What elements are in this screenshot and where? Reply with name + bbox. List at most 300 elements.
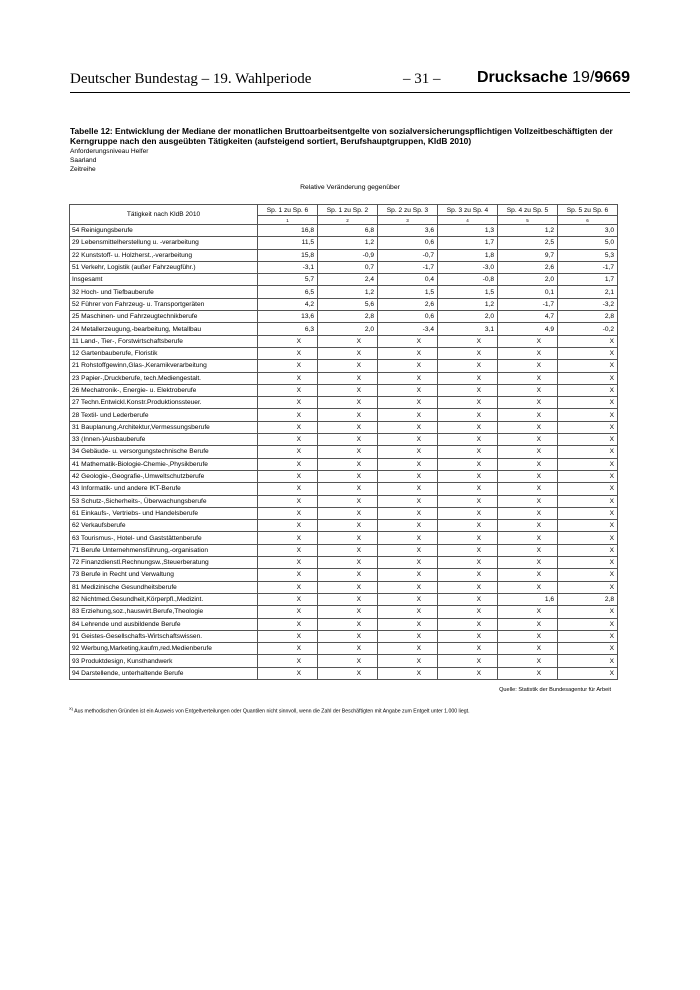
- page-header: [70, 70, 630, 93]
- row-label: 72 Finanzdienstl.Rechnungsw.,Steuerberatung: [70, 557, 258, 569]
- table-cell: X: [438, 347, 498, 359]
- table-row: [70, 397, 618, 409]
- table-cell: -3,4: [378, 323, 438, 335]
- table-cell: 5,6: [318, 298, 378, 310]
- table-row: [70, 569, 618, 581]
- table-cell: 1,6: [498, 593, 558, 605]
- table-cell: X: [378, 458, 438, 470]
- row-label: 29 Lebensmittelherstellung u. -verarbeitung: [70, 237, 258, 249]
- footnote-text: Aus methodischen Gründen ist ein Ausweis von Entgeltverteilungen oder Quantilen nicht sinnvoll, wenn die Zahl der Beschäftigten mit Angabe zum Entgelt unter 1.000 liegt.: [73, 708, 470, 715]
- table-cell: X: [258, 544, 318, 556]
- meta-level: Anforderungsniveau Helfer: [70, 148, 149, 155]
- row-label: 82 Nichtmed.Gesundheit,Körperpfl.,Medizint.: [70, 593, 258, 605]
- table-cell: -1,7: [378, 261, 438, 273]
- table-row: [70, 360, 618, 372]
- row-label: 43 Informatik- und andere IKT-Berufe: [70, 483, 258, 495]
- row-label: 33 (Innen-)Ausbauberufe: [70, 434, 258, 446]
- table-cell: X: [258, 520, 318, 532]
- table-cell: X: [318, 446, 378, 458]
- meta-series: Zeitreihe: [70, 166, 96, 173]
- table-cell: X: [318, 347, 378, 359]
- table-cell: X: [438, 532, 498, 544]
- table-cell: X: [378, 618, 438, 630]
- table-cell: X: [318, 532, 378, 544]
- table-cell: X: [438, 630, 498, 642]
- row-label: 83 Erziehung,soz.,hauswirt.Berufe,Theologie: [70, 606, 258, 618]
- table-cell: 1,3: [438, 225, 498, 237]
- column-header: Sp. 5 zu Sp. 6: [558, 205, 618, 216]
- table-cell: X: [558, 347, 618, 359]
- table-cell: X: [438, 483, 498, 495]
- table-row: [70, 606, 618, 618]
- row-label: 61 Einkaufs-, Vertriebs- und Handelsberufe: [70, 507, 258, 519]
- table-cell: X: [318, 434, 378, 446]
- table-cell: 11,5: [258, 237, 318, 249]
- table-row: [70, 384, 618, 396]
- row-label: 73 Berufe in Recht und Verwaltung: [70, 569, 258, 581]
- table-cell: 3,0: [558, 225, 618, 237]
- table-cell: X: [378, 630, 438, 642]
- table-cell: 0,7: [318, 261, 378, 273]
- table-cell: X: [258, 347, 318, 359]
- column-number: 6: [558, 216, 618, 225]
- row-label: 93 Produktdesign, Kunsthandwerk: [70, 655, 258, 667]
- table-cell: 1,2: [498, 225, 558, 237]
- table-cell: X: [318, 335, 378, 347]
- table-row: [70, 618, 618, 630]
- table-cell: X: [438, 507, 498, 519]
- table-cell: X: [438, 655, 498, 667]
- table-row: [70, 298, 618, 310]
- table-cell: X: [498, 384, 558, 396]
- table-row: [70, 286, 618, 298]
- table-cell: X: [498, 520, 558, 532]
- table-row: [70, 520, 618, 532]
- table-cell: X: [258, 630, 318, 642]
- table-cell: 6,3: [258, 323, 318, 335]
- table-cell: X: [438, 397, 498, 409]
- table-cell: X: [438, 335, 498, 347]
- table-cell: X: [558, 384, 618, 396]
- table-cell: X: [378, 372, 438, 384]
- column-header: Sp. 2 zu Sp. 3: [378, 205, 438, 216]
- row-label: 26 Mechatronik-, Energie- u. Elektroberufe: [70, 384, 258, 396]
- row-label: 23 Papier-,Druckberufe, tech.Mediengestalt.: [70, 372, 258, 384]
- table-cell: X: [318, 421, 378, 433]
- column-header: Sp. 1 zu Sp. 2: [318, 205, 378, 216]
- table-cell: X: [378, 593, 438, 605]
- table-row: [70, 237, 618, 249]
- table-cell: X: [258, 581, 318, 593]
- column-header: Sp. 3 zu Sp. 4: [438, 205, 498, 216]
- table-cell: X: [378, 520, 438, 532]
- header-doc-num-a: 19/: [572, 69, 595, 86]
- table-cell: X: [438, 569, 498, 581]
- table-cell: X: [558, 446, 618, 458]
- table-cell: X: [378, 397, 438, 409]
- table-row: [70, 544, 618, 556]
- table-cell: -3,1: [258, 261, 318, 273]
- row-label: 63 Tourismus-, Hotel- und Gaststättenberufe: [70, 532, 258, 544]
- table-cell: 3,1: [438, 323, 498, 335]
- table-cell: X: [258, 593, 318, 605]
- table-cell: X: [438, 593, 498, 605]
- table-cell: 5,3: [558, 249, 618, 261]
- table-cell: X: [438, 446, 498, 458]
- table-cell: X: [258, 434, 318, 446]
- table-cell: X: [498, 532, 558, 544]
- table-cell: X: [498, 458, 558, 470]
- table-body: [70, 225, 618, 680]
- table-cell: X: [498, 397, 558, 409]
- table-cell: X: [438, 434, 498, 446]
- table-cell: X: [258, 655, 318, 667]
- table-cell: 2,0: [318, 323, 378, 335]
- table-row: [70, 446, 618, 458]
- table-cell: X: [558, 581, 618, 593]
- table-cell: X: [438, 643, 498, 655]
- table-cell: X: [438, 618, 498, 630]
- table-cell: X: [498, 606, 558, 618]
- table-row: [70, 495, 618, 507]
- table-cell: X: [258, 470, 318, 482]
- table-cell: 4,9: [498, 323, 558, 335]
- table-cell: X: [258, 384, 318, 396]
- table-cell: X: [318, 606, 378, 618]
- header-publication: Deutscher Bundestag – 19. Wahlperiode: [70, 71, 312, 87]
- table-row: [70, 434, 618, 446]
- table-cell: X: [378, 544, 438, 556]
- table-cell: X: [258, 421, 318, 433]
- table-cell: X: [378, 495, 438, 507]
- table-cell: X: [558, 655, 618, 667]
- table-cell: 2,1: [558, 286, 618, 298]
- table-cell: X: [378, 667, 438, 679]
- row-label: 94 Darstellende, unterhaltende Berufe: [70, 667, 258, 679]
- table-cell: -1,7: [558, 261, 618, 273]
- row-label: 41 Mathematik-Biologie-Chemie-,Physikberufe: [70, 458, 258, 470]
- table-cell: X: [558, 409, 618, 421]
- table-cell: X: [318, 593, 378, 605]
- row-label: 22 Kunststoff- u. Holzherst.,-verarbeitung: [70, 249, 258, 261]
- table-cell: X: [258, 360, 318, 372]
- footnote-marker: X): [69, 706, 73, 711]
- column-header-activity: Tätigkeit nach KldB 2010: [70, 205, 258, 225]
- table-cell: X: [558, 643, 618, 655]
- table-cell: 2,8: [558, 593, 618, 605]
- table-cell: X: [258, 397, 318, 409]
- table-row: [70, 643, 618, 655]
- table-cell: X: [378, 655, 438, 667]
- row-label: 34 Gebäude- u. versorgungstechnische Berufe: [70, 446, 258, 458]
- table-cell: X: [498, 557, 558, 569]
- table-row: [70, 458, 618, 470]
- table-cell: X: [438, 384, 498, 396]
- table-row: [70, 470, 618, 482]
- table-cell: X: [498, 630, 558, 642]
- table-cell: X: [558, 483, 618, 495]
- column-header: Sp. 1 zu Sp. 6: [258, 205, 318, 216]
- column-number: 4: [438, 216, 498, 225]
- table-cell: X: [318, 581, 378, 593]
- table-cell: 2,8: [318, 311, 378, 323]
- table-cell: 5,7: [258, 274, 318, 286]
- column-header: Sp. 4 zu Sp. 5: [498, 205, 558, 216]
- table-cell: X: [258, 483, 318, 495]
- table-row: [70, 347, 618, 359]
- table-cell: X: [558, 360, 618, 372]
- table-cell: 1,7: [438, 237, 498, 249]
- table-cell: 2,4: [318, 274, 378, 286]
- table-cell: 0,6: [378, 237, 438, 249]
- table-cell: X: [438, 458, 498, 470]
- row-label: 51 Verkehr, Logistik (außer Fahrzeugführ.): [70, 261, 258, 273]
- table-cell: -0,9: [318, 249, 378, 261]
- table-cell: X: [438, 581, 498, 593]
- table-cell: X: [318, 569, 378, 581]
- table-cell: X: [498, 667, 558, 679]
- table-cell: X: [438, 495, 498, 507]
- row-label: 71 Berufe Unternehmensführung,-organisation: [70, 544, 258, 556]
- row-label: 32 Hoch- und Tiefbauberufe: [70, 286, 258, 298]
- row-label: 52 Führer von Fahrzeug- u. Transportgeräten: [70, 298, 258, 310]
- table-cell: X: [378, 483, 438, 495]
- table-cell: X: [558, 397, 618, 409]
- table-cell: X: [558, 544, 618, 556]
- table-cell: X: [378, 360, 438, 372]
- table-row: [70, 655, 618, 667]
- table-cell: X: [558, 335, 618, 347]
- table-cell: X: [558, 507, 618, 519]
- row-label: 11 Land-, Tier-, Forstwirtschaftsberufe: [70, 335, 258, 347]
- table-cell: 5,0: [558, 237, 618, 249]
- table-row: [70, 409, 618, 421]
- table-cell: X: [378, 470, 438, 482]
- table-cell: X: [258, 606, 318, 618]
- table-cell: 1,5: [378, 286, 438, 298]
- table-cell: X: [378, 384, 438, 396]
- table-cell: X: [498, 446, 558, 458]
- row-label: Insgesamt: [70, 274, 258, 286]
- row-label: 12 Gartenbauberufe, Floristik: [70, 347, 258, 359]
- table-cell: X: [498, 470, 558, 482]
- table-cell: X: [498, 360, 558, 372]
- table-row: [70, 323, 618, 335]
- row-label: 81 Medizinische Gesundheitsberufe: [70, 581, 258, 593]
- table-cell: X: [258, 667, 318, 679]
- table-cell: X: [258, 409, 318, 421]
- table-cell: X: [498, 372, 558, 384]
- table-cell: X: [558, 569, 618, 581]
- table-cell: 15,8: [258, 249, 318, 261]
- table-cell: X: [318, 667, 378, 679]
- table-cell: X: [318, 557, 378, 569]
- table-cell: 3,6: [378, 225, 438, 237]
- table-cell: X: [258, 532, 318, 544]
- table-cell: X: [378, 434, 438, 446]
- row-label: 24 Metallerzeugung,-bearbeitung, Metallbau: [70, 323, 258, 335]
- table-cell: X: [318, 544, 378, 556]
- table-cell: -1,7: [498, 298, 558, 310]
- table-cell: X: [498, 507, 558, 519]
- table-cell: X: [258, 458, 318, 470]
- table-cell: X: [258, 372, 318, 384]
- table-cell: X: [378, 446, 438, 458]
- table-cell: X: [438, 421, 498, 433]
- table-cell: X: [318, 397, 378, 409]
- table-cell: 1,2: [318, 286, 378, 298]
- table-row: [70, 667, 618, 679]
- table-cell: -0,2: [558, 323, 618, 335]
- table-cell: X: [318, 458, 378, 470]
- table-cell: X: [558, 630, 618, 642]
- table-cell: X: [318, 483, 378, 495]
- table-cell: X: [258, 557, 318, 569]
- table-cell: 2,6: [378, 298, 438, 310]
- table-cell: 13,6: [258, 311, 318, 323]
- table-cell: X: [558, 667, 618, 679]
- row-label: 54 Reinigungsberufe: [70, 225, 258, 237]
- table-cell: 6,5: [258, 286, 318, 298]
- table-cell: X: [378, 606, 438, 618]
- header-document-number: [477, 69, 630, 87]
- table-cell: 0,1: [498, 286, 558, 298]
- table-cell: X: [378, 335, 438, 347]
- table-cell: 4,2: [258, 298, 318, 310]
- table-cell: 2,0: [438, 311, 498, 323]
- table-row: [70, 593, 618, 605]
- table-cell: X: [498, 347, 558, 359]
- row-label: 25 Maschinen- und Fahrzeugtechnikberufe: [70, 311, 258, 323]
- table-row: [70, 557, 618, 569]
- table-cell: X: [498, 434, 558, 446]
- table-cell: X: [318, 643, 378, 655]
- header-doc-num-b: 9669: [594, 69, 630, 86]
- table-cell: X: [438, 606, 498, 618]
- table-cell: X: [318, 507, 378, 519]
- table-row: [70, 335, 618, 347]
- table-cell: X: [438, 470, 498, 482]
- table-cell: X: [258, 507, 318, 519]
- table-cell: X: [558, 606, 618, 618]
- table-cell: X: [378, 532, 438, 544]
- table-cell: X: [258, 643, 318, 655]
- table-cell: X: [498, 421, 558, 433]
- row-label: 91 Geistes-Gesellschafts-Wirtschaftswissen.: [70, 630, 258, 642]
- row-label: 21 Rohstoffgewinn,Glas-,Keramikverarbeitung: [70, 360, 258, 372]
- table-cell: X: [438, 667, 498, 679]
- table-cell: X: [498, 495, 558, 507]
- table-title: Tabelle 12: Entwicklung der Mediane der monatlichen Bruttoarbeitsentgelte von sozialversicherungspflichtigen Vollzeitbeschäftigten der Kerngruppe nach den ausgeübten Tätigkeiten (aufsteigend sortiert, Berufshauptgruppen, KldB 2010): [70, 126, 613, 146]
- table-cell: -0,7: [378, 249, 438, 261]
- table-subheading: Relative Veränderung gegenüber: [300, 184, 400, 191]
- table-row: [70, 630, 618, 642]
- table-row: [70, 311, 618, 323]
- column-number: 1: [258, 216, 318, 225]
- table-cell: X: [498, 618, 558, 630]
- table-cell: X: [438, 557, 498, 569]
- table-cell: X: [318, 655, 378, 667]
- table-cell: X: [318, 618, 378, 630]
- table-cell: X: [438, 372, 498, 384]
- table-cell: X: [378, 643, 438, 655]
- row-label: 27 Techn.Entwickl.Konstr.Produktionssteuer.: [70, 397, 258, 409]
- table-row: [70, 532, 618, 544]
- table-cell: 1,8: [438, 249, 498, 261]
- table-cell: 0,4: [378, 274, 438, 286]
- table-cell: X: [318, 372, 378, 384]
- table-cell: X: [558, 618, 618, 630]
- table-cell: X: [378, 409, 438, 421]
- table-cell: 1,5: [438, 286, 498, 298]
- column-number: 2: [318, 216, 378, 225]
- row-label: 84 Lehrende und ausbildende Berufe: [70, 618, 258, 630]
- table-cell: X: [438, 409, 498, 421]
- table-cell: X: [498, 655, 558, 667]
- table-cell: X: [378, 347, 438, 359]
- row-label: 28 Textil- und Lederberufe: [70, 409, 258, 421]
- table-cell: X: [318, 470, 378, 482]
- table-cell: -3,2: [558, 298, 618, 310]
- table-cell: X: [498, 483, 558, 495]
- table-row: [70, 581, 618, 593]
- table-row: [70, 372, 618, 384]
- table-cell: 2,6: [498, 261, 558, 273]
- table-cell: 2,8: [558, 311, 618, 323]
- table-cell: X: [558, 495, 618, 507]
- table-cell: X: [318, 520, 378, 532]
- table-row: [70, 421, 618, 433]
- table-row: [70, 261, 618, 273]
- table-cell: X: [558, 421, 618, 433]
- table-cell: X: [558, 372, 618, 384]
- table-cell: X: [558, 532, 618, 544]
- table-row: [70, 507, 618, 519]
- table-row: [70, 274, 618, 286]
- row-label: 62 Verkaufsberufe: [70, 520, 258, 532]
- table-cell: X: [498, 409, 558, 421]
- row-label: 31 Bauplanung,Architektur,Vermessungsberufe: [70, 421, 258, 433]
- header-page-number: – 31 –: [403, 71, 441, 87]
- table-cell: 2,5: [498, 237, 558, 249]
- row-label: 42 Geologie-,Geografie-,Umweltschutzberufe: [70, 470, 258, 482]
- table-cell: 0,6: [378, 311, 438, 323]
- table-meta: [70, 147, 148, 174]
- source-note: Quelle: Statistik der Bundesagentur für Arbeit: [499, 687, 611, 693]
- table-cell: X: [438, 544, 498, 556]
- table-row: [70, 225, 618, 237]
- table-cell: X: [318, 409, 378, 421]
- table-cell: X: [498, 643, 558, 655]
- table-cell: X: [258, 569, 318, 581]
- table-cell: X: [378, 507, 438, 519]
- table-cell: X: [558, 557, 618, 569]
- table-cell: X: [498, 569, 558, 581]
- table-cell: 1,2: [318, 237, 378, 249]
- table-cell: X: [558, 458, 618, 470]
- table-cell: X: [258, 495, 318, 507]
- table-cell: X: [318, 495, 378, 507]
- table-cell: X: [558, 434, 618, 446]
- table-cell: X: [378, 421, 438, 433]
- table-cell: X: [498, 335, 558, 347]
- table-cell: X: [258, 446, 318, 458]
- table-row: [70, 249, 618, 261]
- table-cell: 4,7: [498, 311, 558, 323]
- table-cell: X: [318, 360, 378, 372]
- table-cell: -3,0: [438, 261, 498, 273]
- table-cell: X: [558, 520, 618, 532]
